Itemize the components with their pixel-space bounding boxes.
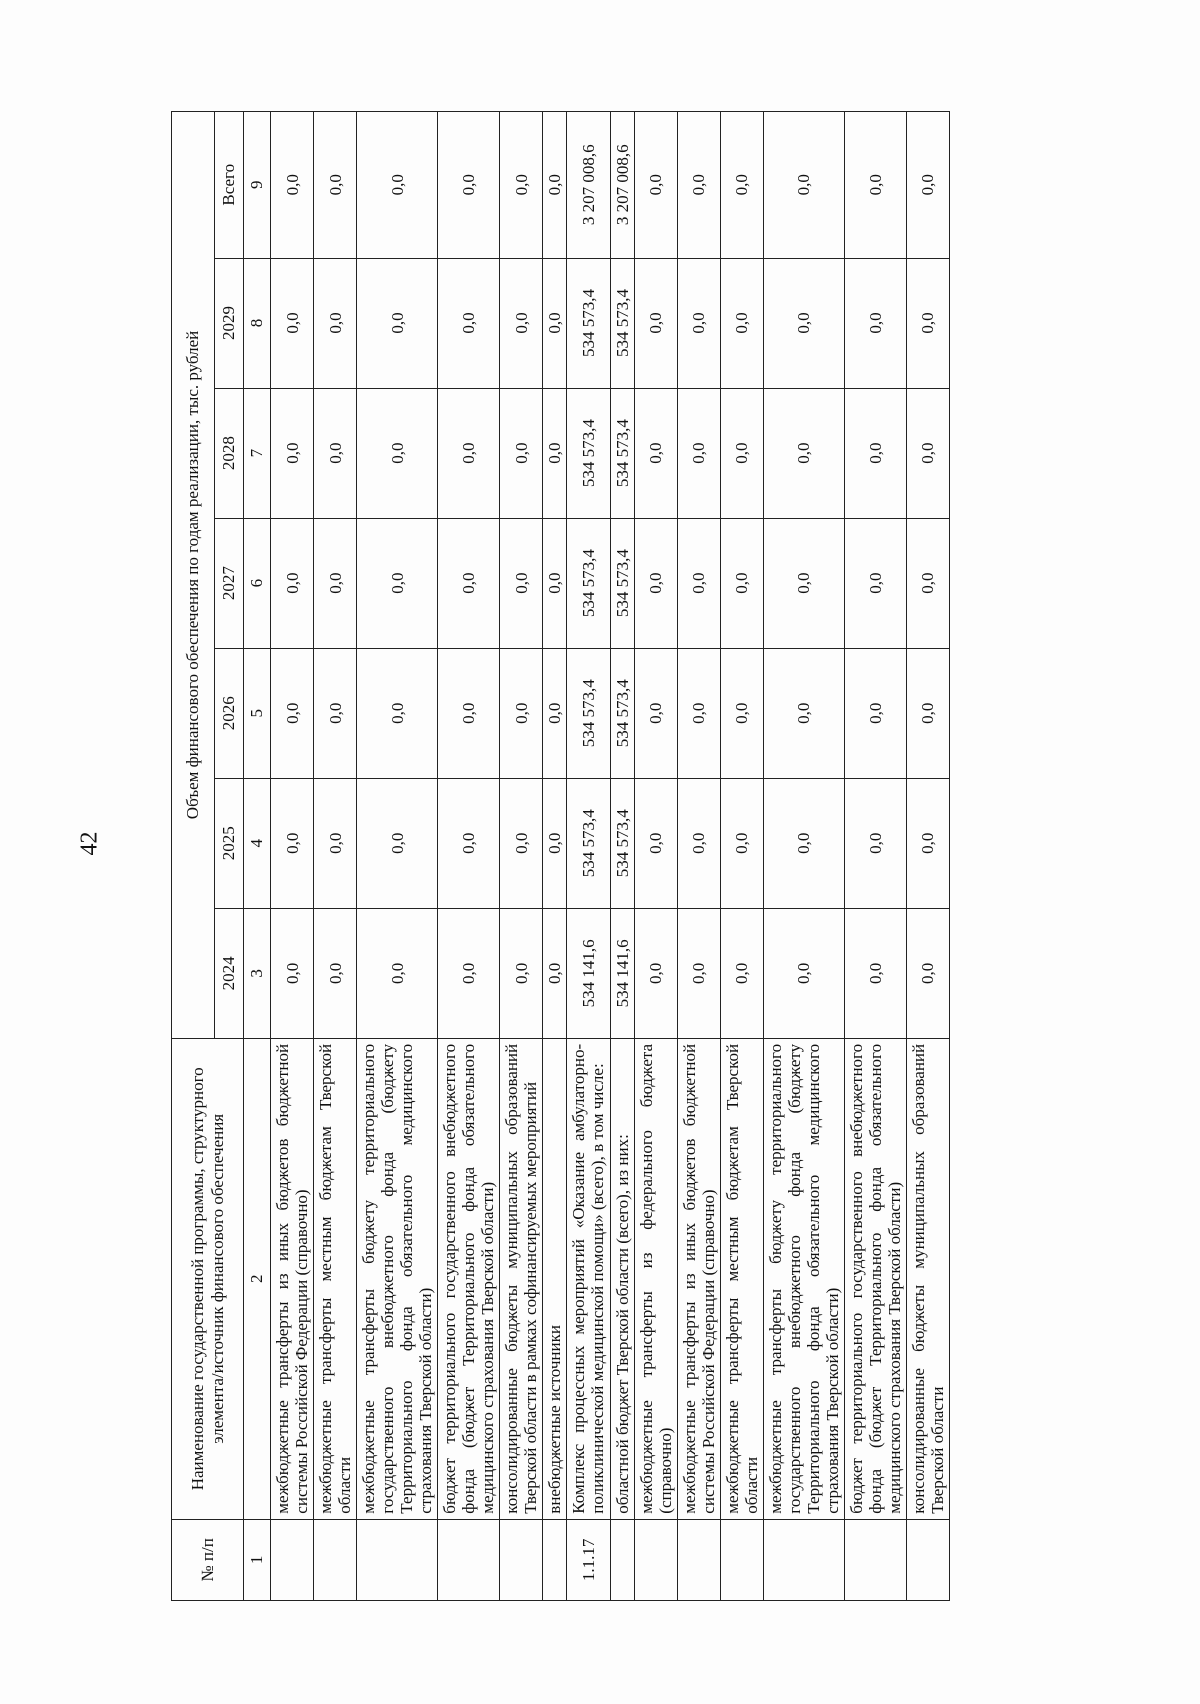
row-value: 0,0 [500,258,543,388]
row-value: 0,0 [763,518,844,648]
page-number: 42 [76,831,103,856]
header-year: 2024 [215,908,244,1038]
row-name: консолидированные бюджеты муниципальных образований Тверской области в рамках софинансируемых мероприятий [500,1038,543,1519]
row-value: 0,0 [844,778,906,908]
row-total: 0,0 [314,112,357,259]
row-value: 534 573,4 [610,648,634,778]
row-value: 0,0 [906,908,949,1038]
row-number [906,1519,949,1600]
table-row [567,112,610,1601]
row-name: бюджет территориального государственного внебюджетного фонда (бюджет Территориального фонда обязательного медицинского страхования Тверской области) [844,1038,906,1519]
row-value: 0,0 [543,518,567,648]
row-value: 0,0 [314,518,357,648]
row-number [634,1519,677,1600]
row-value: 0,0 [438,388,500,518]
row-value: 0,0 [543,648,567,778]
rotated-sheet [171,111,1071,1601]
table-row [720,112,763,1601]
row-total: 3 207 008,6 [610,112,634,259]
row-value: 0,0 [763,648,844,778]
table-row [844,112,906,1601]
row-value: 0,0 [844,908,906,1038]
column-number: 8 [244,258,271,388]
row-value: 0,0 [677,388,720,518]
row-number [543,1519,567,1600]
row-number [314,1519,357,1600]
row-value: 534 573,4 [567,258,610,388]
header-num: № п/п [172,1519,244,1600]
table-row [357,112,438,1601]
row-number [677,1519,720,1600]
row-value: 0,0 [314,908,357,1038]
row-value: 0,0 [763,908,844,1038]
row-number [357,1519,438,1600]
table-body [271,112,950,1601]
column-number: 1 [244,1519,271,1600]
row-total: 0,0 [357,112,438,259]
column-number: 7 [244,388,271,518]
row-value: 0,0 [357,778,438,908]
row-value: 0,0 [634,258,677,388]
row-value: 534 573,4 [567,648,610,778]
row-value: 0,0 [314,258,357,388]
table-row [906,112,949,1601]
header-year: 2028 [215,388,244,518]
row-number [610,1519,634,1600]
row-number [763,1519,844,1600]
row-value: 0,0 [906,648,949,778]
row-total: 0,0 [677,112,720,259]
row-name: бюджет территориального государственного внебюджетного фонда (бюджет Территориального фонда обязательного медицинского страхования Тверской области) [438,1038,500,1519]
row-name: межбюджетные трансферты бюджету территориального государственного внебюджетного фонда (бюджету Территориального фонда обязательного медицинского страхования Тверской области) [357,1038,438,1519]
column-number: 4 [244,778,271,908]
row-name: внебюджетные источники [543,1038,567,1519]
row-value: 0,0 [763,778,844,908]
row-value: 0,0 [677,778,720,908]
row-value: 0,0 [906,778,949,908]
row-value: 0,0 [500,518,543,648]
row-value: 0,0 [677,908,720,1038]
table-row [543,112,567,1601]
row-value: 0,0 [844,648,906,778]
row-value: 0,0 [720,778,763,908]
column-number: 9 [244,112,271,259]
row-value: 0,0 [720,388,763,518]
table-row [314,112,357,1601]
financing-table [171,111,950,1601]
header-year: 2029 [215,258,244,388]
header-total: Всего [215,112,244,259]
row-value: 0,0 [906,388,949,518]
row-number [438,1519,500,1600]
row-value: 0,0 [720,908,763,1038]
row-value: 534 573,4 [567,778,610,908]
table-header [172,112,271,1601]
table-row [500,112,543,1601]
row-total: 0,0 [844,112,906,259]
table-row [438,112,500,1601]
row-value: 0,0 [271,518,314,648]
row-value: 0,0 [677,258,720,388]
row-value: 0,0 [500,388,543,518]
row-value: 0,0 [271,258,314,388]
row-value: 0,0 [906,518,949,648]
row-value: 534 573,4 [610,388,634,518]
row-value: 0,0 [271,388,314,518]
column-number: 5 [244,648,271,778]
row-value: 0,0 [844,258,906,388]
header-year: 2027 [215,518,244,648]
row-value: 0,0 [543,258,567,388]
row-value: 0,0 [634,648,677,778]
row-value: 0,0 [357,908,438,1038]
row-total: 0,0 [500,112,543,259]
row-value: 0,0 [271,908,314,1038]
row-value: 534 573,4 [610,778,634,908]
row-value: 0,0 [314,648,357,778]
table-row [763,112,844,1601]
row-value: 0,0 [844,518,906,648]
row-name: Комплекс процессных мероприятий «Оказание амбулаторно-поликлинической медицинской помощи» (всего), в том числе: [567,1038,610,1519]
row-value: 0,0 [634,518,677,648]
header-year: 2026 [215,648,244,778]
row-value: 0,0 [357,258,438,388]
row-value: 0,0 [500,908,543,1038]
row-value: 0,0 [634,388,677,518]
row-value: 0,0 [271,778,314,908]
table-row [634,112,677,1601]
row-value: 0,0 [357,388,438,518]
row-value: 0,0 [543,908,567,1038]
row-value: 534 141,6 [567,908,610,1038]
table-row [271,112,314,1601]
row-value: 534 573,4 [610,258,634,388]
row-total: 0,0 [271,112,314,259]
row-total: 0,0 [438,112,500,259]
row-total: 0,0 [906,112,949,259]
table-row [610,112,634,1601]
row-value: 534 573,4 [610,518,634,648]
row-value: 0,0 [720,648,763,778]
column-number: 2 [244,1038,271,1519]
header-name: Наименование государственной программы, структурного элемента/источник финансового обеспечения [172,1038,244,1519]
row-name: межбюджетные трансферты из иных бюджетов бюджетной системы Российской Федерации (справочно) [677,1038,720,1519]
row-value: 0,0 [438,908,500,1038]
row-value: 0,0 [634,908,677,1038]
row-value: 0,0 [357,518,438,648]
row-number [844,1519,906,1600]
row-total: 3 207 008,6 [567,112,610,259]
row-name: консолидированные бюджеты муниципальных образований Тверской области [906,1038,949,1519]
row-value: 0,0 [844,388,906,518]
row-value: 0,0 [677,648,720,778]
row-name: областной бюджет Тверской области (всего), из них: [610,1038,634,1519]
row-total: 0,0 [543,112,567,259]
row-name: межбюджетные трансферты бюджету территориального государственного внебюджетного фонда (бюджету Территориального фонда обязательного медицинского страхования Тверской области) [763,1038,844,1519]
row-name: межбюджетные трансферты местным бюджетам Тверской области [720,1038,763,1519]
row-total: 0,0 [763,112,844,259]
row-value: 0,0 [438,518,500,648]
row-number: 1.1.17 [567,1519,610,1600]
row-value: 0,0 [500,778,543,908]
row-name: межбюджетные трансферты из федерального бюджета (справочно) [634,1038,677,1519]
row-value: 0,0 [357,648,438,778]
row-total: 0,0 [720,112,763,259]
row-name: межбюджетные трансферты из иных бюджетов бюджетной системы Российской Федерации (справочно) [271,1038,314,1519]
row-value: 0,0 [720,518,763,648]
row-total: 0,0 [634,112,677,259]
row-value: 0,0 [720,258,763,388]
row-value: 0,0 [634,778,677,908]
row-number [271,1519,314,1600]
row-value: 0,0 [677,518,720,648]
column-number: 3 [244,908,271,1038]
column-number: 6 [244,518,271,648]
row-value: 0,0 [438,778,500,908]
row-value: 0,0 [543,388,567,518]
row-value: 0,0 [314,778,357,908]
row-value: 0,0 [500,648,543,778]
row-value: 534 141,6 [610,908,634,1038]
header-volume: Объем финансового обеспечения по годам реализации, тыс. рублей [172,112,215,1039]
row-number [720,1519,763,1600]
row-value: 0,0 [314,388,357,518]
row-number [500,1519,543,1600]
row-value: 534 573,4 [567,388,610,518]
row-value: 0,0 [543,778,567,908]
row-value: 0,0 [763,258,844,388]
table-row [677,112,720,1601]
row-value: 534 573,4 [567,518,610,648]
header-year: 2025 [215,778,244,908]
row-value: 0,0 [438,648,500,778]
row-name: межбюджетные трансферты местным бюджетам Тверской области [314,1038,357,1519]
row-value: 0,0 [271,648,314,778]
row-value: 0,0 [906,258,949,388]
row-value: 0,0 [763,388,844,518]
row-value: 0,0 [438,258,500,388]
